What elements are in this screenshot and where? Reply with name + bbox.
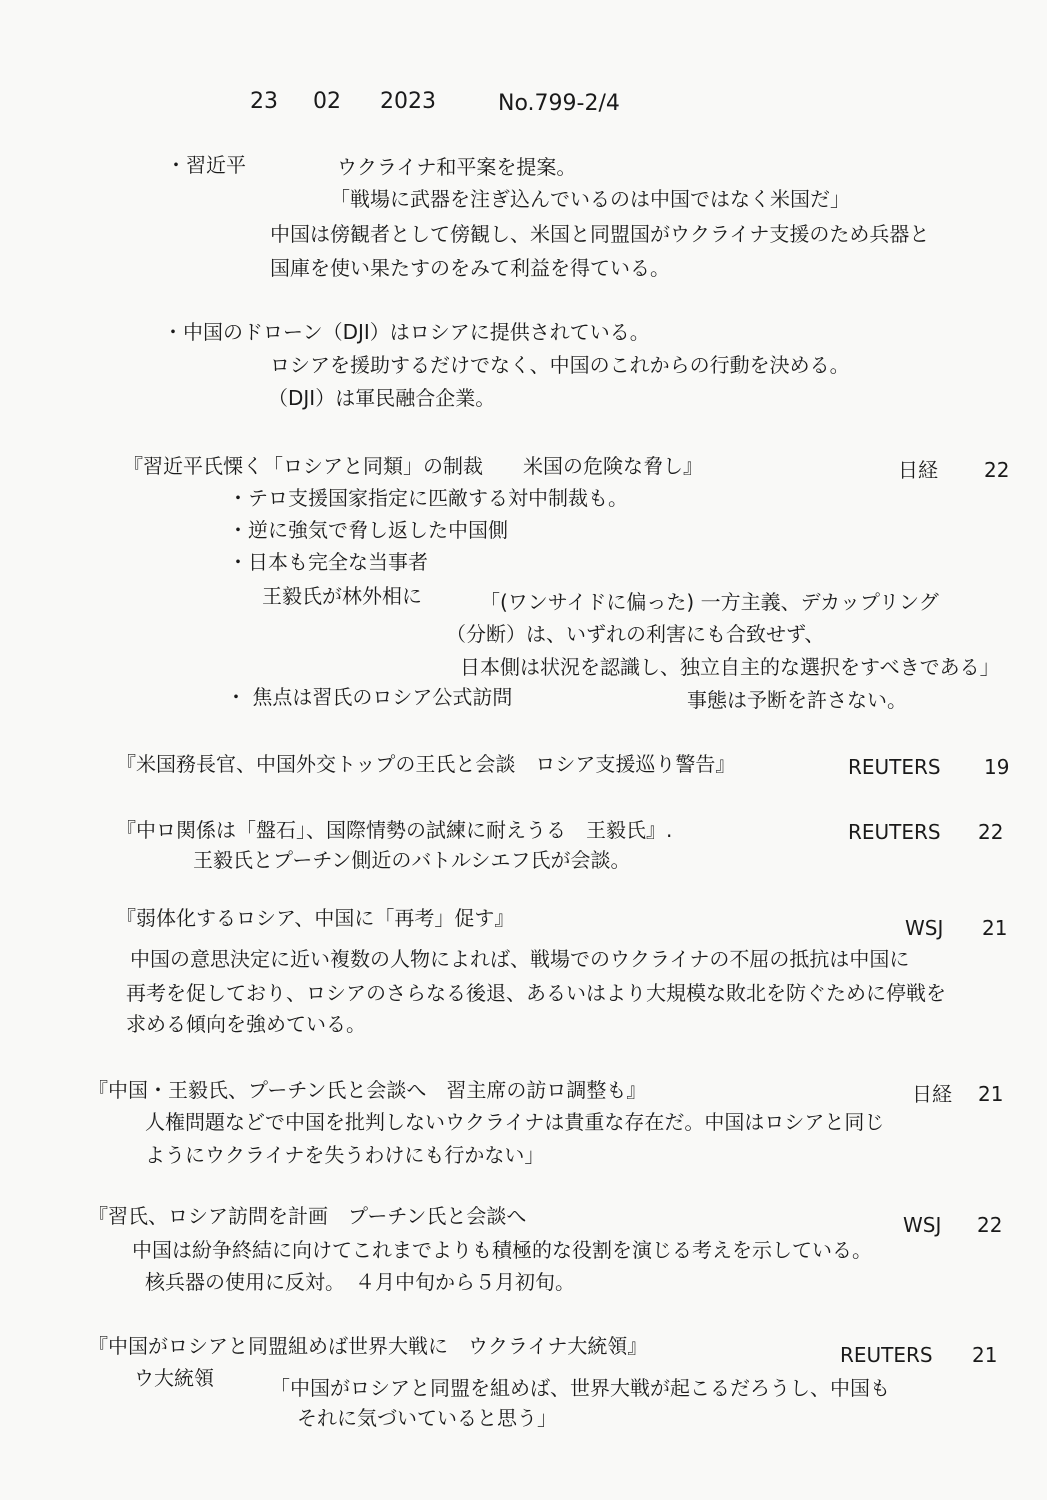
document-number: No.799-2/4: [498, 91, 620, 116]
text-line: 国庫を使い果たすのをみて利益を得ている。: [270, 256, 670, 280]
bullet-line: ・中国のドローン（DJI）はロシアに提供されている。: [163, 320, 650, 344]
article-source: REUTERS: [840, 1343, 933, 1367]
article-title: 『中ロ関係は「盤石」、国際情勢の試練に耐えうる 王毅氏』.: [116, 818, 673, 842]
text-line: 中国の意思決定に近い複数の人物によれば、戦場でのウクライナの不屈の抵抗は中国に: [130, 947, 910, 971]
article-source: WSJ: [905, 916, 944, 940]
article-source: WSJ: [903, 1213, 942, 1237]
bullet-line: ・ 焦点は習氏のロシア公式訪問: [226, 685, 513, 709]
header-month: 02: [313, 89, 341, 114]
article-date: 21: [972, 1343, 998, 1367]
text-line: 中国は傍観者として傍観し、米国と同盟国がウクライナ支援のため兵器と: [270, 222, 930, 246]
article-date: 22: [977, 1213, 1003, 1237]
article-title: 『習近平氏慄く「ロシアと同類」の制裁 米国の危険な脅し』: [123, 454, 703, 478]
article-source: REUTERS: [848, 755, 941, 779]
quote-line: 「戦場に武器を注ぎ込んでいるのは中国ではなく米国だ」: [330, 187, 850, 211]
article-date: 21: [978, 1082, 1004, 1106]
quote-line: それに気づいていると思う」: [297, 1406, 557, 1430]
article-source: 日経: [912, 1082, 952, 1106]
article-title: 『中国がロシアと同盟組めば世界大戦に ウクライナ大統領』: [88, 1334, 648, 1358]
article-title: 『米国務長官、中国外交トップの王氏と会談 ロシア支援巡り警告』: [116, 752, 736, 776]
text-line: 核兵器の使用に反対。 ４月中旬から５月初旬。: [145, 1270, 575, 1294]
text-line: 王毅氏とプーチン側近のバトルシエフ氏が会談。: [193, 848, 631, 872]
text-line: 人権問題などで中国を批判しないウクライナは貴重な存在だ。中国はロシアと同じ: [145, 1110, 885, 1134]
article-date: 21: [982, 916, 1008, 940]
bullet-line: ・逆に強気で脅し返した中国側: [228, 518, 508, 542]
quote-line: 「(ワンサイドに偏った) 一方主義、デカップリング: [480, 590, 939, 614]
article-source: REUTERS: [848, 820, 941, 844]
text-line: 再考を促しており、ロシアのさらなる後退、あるいはより大規模な敗北を防ぐために停戦を: [126, 981, 946, 1005]
quote-line: 日本側は状況を認識し、独立自主的な選択をすべきである」: [460, 655, 1000, 679]
article-title: 『習氏、ロシア訪問を計画 プーチン氏と会談へ: [88, 1204, 527, 1228]
article-date: 19: [984, 755, 1010, 779]
text-line: 中国は紛争終結に向けてこれまでよりも積極的な役割を演じる考えを示している。: [132, 1238, 872, 1262]
bullet-line: ・テロ支援国家指定に匹敵する対中制裁も。: [228, 486, 628, 510]
quote-line: （分断）は、いずれの利害にも合致せず、: [446, 622, 825, 646]
article-date: 22: [978, 820, 1004, 844]
article-title: 『中国・王毅氏、プーチン氏と会談へ 習主席の訪ロ調整も』: [88, 1078, 647, 1102]
text-line: 求める傾向を強めている。: [126, 1012, 366, 1036]
article-title: 『弱体化するロシア、中国に「再考」促す』: [116, 906, 515, 930]
quote-speaker: 王毅氏が林外相に: [262, 584, 422, 608]
text-line: ウクライナ和平案を提案。: [337, 155, 577, 179]
quote-speaker: ウ大統領: [134, 1366, 214, 1390]
article-date: 22: [984, 458, 1010, 482]
note-line: 事態は予断を許さない。: [687, 688, 907, 712]
quote-line: 「中国がロシアと同盟を組めば、世界大戦が起こるだろうし、中国も: [270, 1376, 890, 1400]
bullet-label: ・習近平: [166, 153, 246, 177]
article-source: 日経: [898, 458, 938, 482]
text-line: ようにウクライナを失うわけにも行かない」: [145, 1143, 545, 1167]
bullet-line: ・日本も完全な当事者: [228, 550, 428, 574]
text-line: ロシアを援助するだけでなく、中国のこれからの行動を決める。: [270, 353, 850, 377]
header-year: 2023: [380, 89, 436, 114]
text-line: （DJI）は軍民融合企業。: [268, 386, 496, 410]
header-day: 23: [250, 89, 278, 114]
